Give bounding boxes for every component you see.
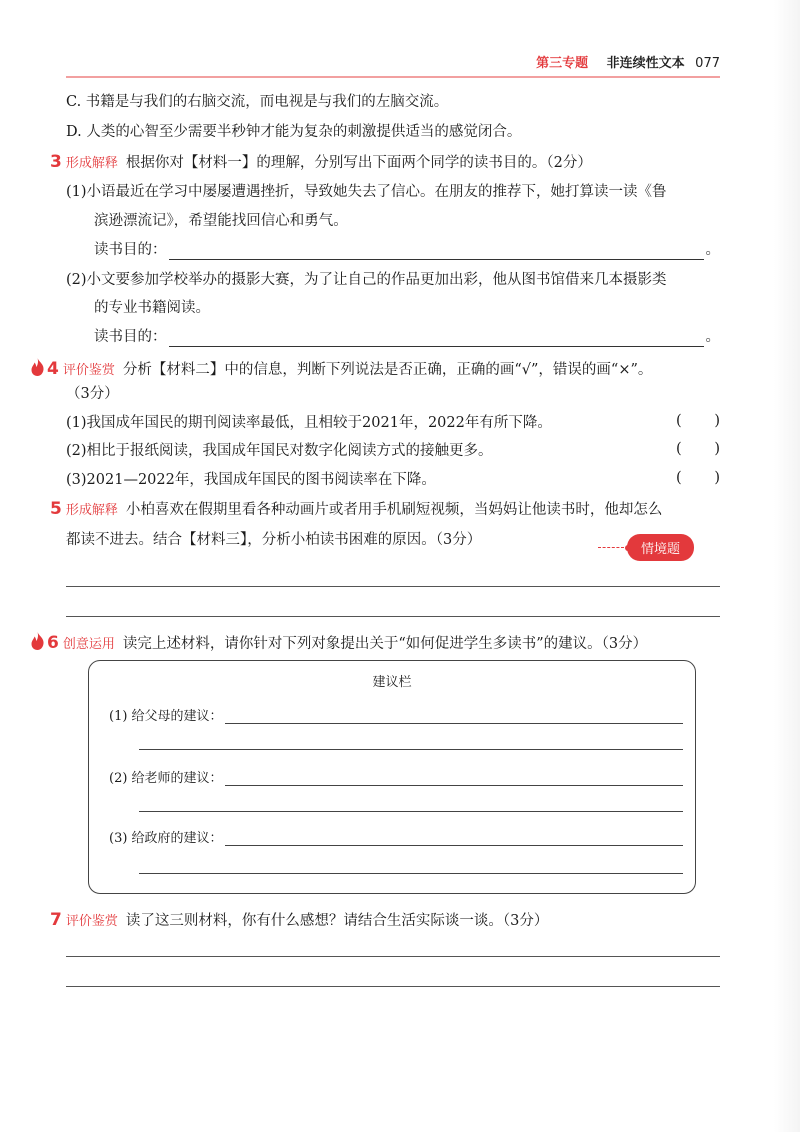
question-5 — [50, 499, 662, 521]
question-stem: 读完上述材料，请你针对下列对象提出关于“如何促进学生多读书”的建议。（3分） — [122, 636, 648, 652]
paren-close: ) — [714, 441, 720, 457]
badge-label: 情境题 — [627, 534, 694, 561]
paren-open: ( — [676, 413, 682, 429]
flame-icon — [30, 358, 45, 376]
header-section: 非连续性文本 — [606, 56, 685, 71]
q4-answer-3[interactable] — [676, 470, 720, 486]
q3-item1-line2: 滨逊漂流记》，希望能找回信心和勇气。 — [94, 213, 348, 229]
suggestion-box — [88, 660, 696, 894]
paren-close: ) — [714, 470, 720, 486]
q7-answer-line-1[interactable] — [66, 956, 720, 957]
q4-statement-1: (1)我国成年国民的期刊阅读率最低，且相较于2021年，2022年有所下降。 — [66, 415, 552, 431]
question-4 — [30, 356, 652, 381]
suggestion-label: (3) 给政府的建议： — [109, 831, 223, 846]
option-c: C. 书籍是与我们的右脑交流，而电视是与我们的左脑交流。 — [66, 94, 449, 110]
header-divider — [66, 76, 720, 78]
option-d: D. 人类的心智至少需要半秒钟才能为复杂的刺激提供适当的感觉闭合。 — [66, 124, 522, 140]
q4-statement-3: (3)2021—2022年，我国成年国民的图书阅读率在下降。 — [66, 472, 436, 488]
box-title: 建议栏 — [372, 675, 412, 690]
suggestion-parents[interactable] — [109, 705, 683, 724]
suggestion-blank[interactable] — [225, 709, 683, 724]
answer-blank[interactable] — [169, 243, 704, 260]
suggestion-line[interactable] — [139, 749, 683, 750]
q4-score: （3分） — [66, 386, 119, 402]
suggestion-blank[interactable] — [225, 771, 683, 786]
q4-statement-2: (2)相比于报纸阅读，我国成年国民对数字化阅读方式的接触更多。 — [66, 443, 493, 459]
q5-line-2: 都读不进去。结合【材料三】，分析小柏读书困难的原因。（3分） — [66, 532, 482, 548]
q7-answer-line-2[interactable] — [66, 986, 720, 987]
question-number: 3 — [50, 152, 62, 172]
page-edge — [774, 0, 800, 1132]
q3-item2-line1: (2)小文要参加学校举办的摄影大赛，为了让自己的作品更加出彩，他从图书馆借来几本摄影类 — [66, 272, 667, 288]
badge-leader — [598, 547, 624, 548]
q3-answer-1[interactable] — [94, 240, 720, 260]
paren-open: ( — [676, 470, 682, 486]
question-stem: 根据你对【材料一】的理解，分别写出下面两个同学的读书目的。（2分） — [125, 155, 592, 171]
answer-label: 读书目的： — [94, 329, 167, 345]
suggestion-government[interactable] — [109, 827, 683, 846]
question-tag: 形成解释 — [65, 156, 118, 171]
end-mark: 。 — [705, 329, 720, 345]
question-tag: 评价鉴赏 — [65, 914, 118, 929]
q5-answer-line-1[interactable] — [66, 586, 720, 587]
question-tag: 评价鉴赏 — [62, 363, 115, 378]
flame-icon — [30, 632, 45, 650]
question-tag: 创意运用 — [62, 637, 115, 652]
question-7 — [50, 910, 548, 932]
question-number: 5 — [50, 499, 62, 519]
page-header — [536, 52, 720, 71]
q4-answer-2[interactable] — [676, 441, 720, 457]
q5-answer-line-2[interactable] — [66, 616, 720, 617]
end-mark: 。 — [705, 242, 720, 258]
question-stem: 读了这三则材料，你有什么感想？请结合生活实际谈一谈。（3分） — [125, 913, 549, 929]
suggestion-label: (1) 给父母的建议： — [109, 709, 223, 724]
answer-blank[interactable] — [169, 330, 704, 347]
question-tag: 形成解释 — [65, 503, 118, 518]
q3-item1-line1: (1)小语最近在学习中屡屡遭遇挫折，导致她失去了信心。在朋友的推荐下，她打算读一读《鲁 — [66, 184, 667, 200]
question-number: 4 — [47, 359, 59, 379]
question-stem: 分析【材料二】中的信息，判断下列说法是否正确，正确的画“√”，错误的画“×”。 — [122, 362, 653, 378]
suggestion-line[interactable] — [139, 811, 683, 812]
suggestion-line[interactable] — [139, 873, 683, 874]
paren-open: ( — [676, 441, 682, 457]
question-3 — [50, 152, 592, 174]
answer-label: 读书目的： — [94, 242, 167, 258]
suggestion-blank[interactable] — [225, 831, 683, 846]
q3-answer-2[interactable] — [94, 327, 720, 347]
page-number: 077 — [695, 56, 720, 71]
question-stem: 小柏喜欢在假期里看各种动画片或者用手机刷短视频，当妈妈让他读书时，他却怎么 — [125, 502, 663, 518]
suggestion-teachers[interactable] — [109, 767, 683, 786]
q4-answer-1[interactable] — [676, 413, 720, 429]
q3-item2-line2: 的专业书籍阅读。 — [94, 300, 210, 316]
question-number: 6 — [47, 633, 59, 653]
question-6 — [30, 630, 647, 655]
scenario-badge — [598, 534, 694, 561]
suggestion-label: (2) 给老师的建议： — [109, 771, 223, 786]
question-number: 7 — [50, 910, 62, 930]
header-topic: 第三专题 — [536, 56, 589, 71]
paren-close: ) — [714, 413, 720, 429]
